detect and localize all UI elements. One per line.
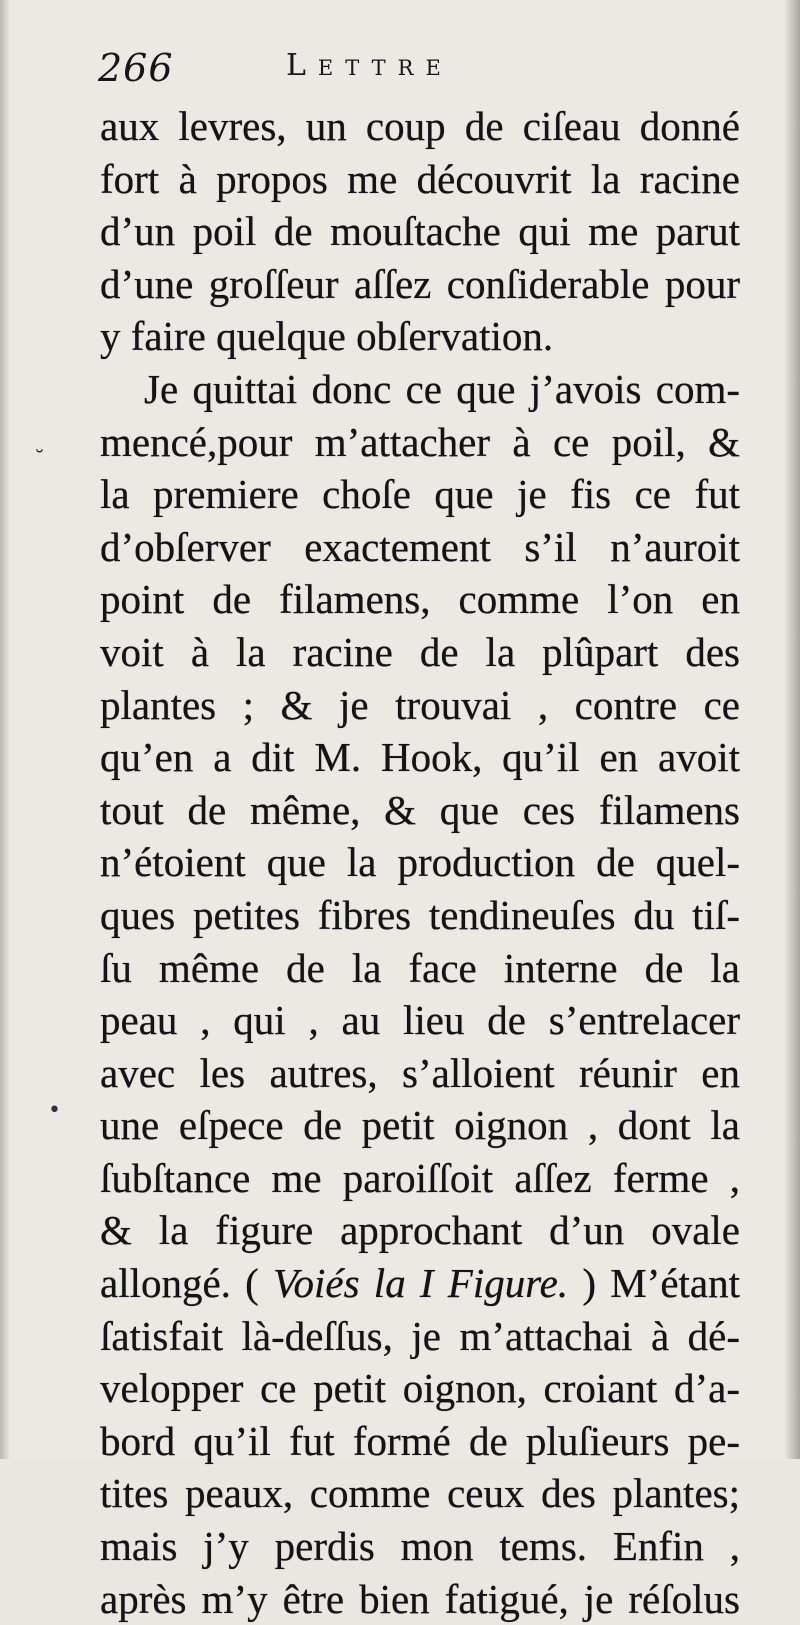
text-line: après m’y être bien fatigué, je réſolus (100, 1575, 740, 1622)
text-line: ques petites fibres tendineuſes du tiſ- (100, 891, 740, 938)
text-line: aux levres, un coup de ciſeau donné (100, 103, 740, 149)
margin-mark: ˘ (34, 448, 45, 473)
text-line: velopper ce petit oignon, croiant d’a- (100, 1365, 740, 1412)
text-line: ſatisfait là-deſſus, je m’attachai à dé- (100, 1312, 740, 1359)
margin-mark: • (48, 1098, 61, 1123)
text-line-figure-reference (100, 1257, 740, 1310)
text-line: tout de même, & que ces filamens (100, 786, 740, 833)
text-line: & la figure approchant d’un ovale (100, 1207, 740, 1254)
text-line: tites peaux, comme ceux des plantes; (100, 1470, 740, 1517)
page-number: 266 (98, 46, 174, 90)
text-line: plantes ; & je trouvai , contre ce (100, 681, 740, 728)
text-line: fort à propos me découvrit la racine (100, 155, 740, 202)
text-line: une eſpece de petit oignon , dont la (100, 1102, 740, 1149)
text-line: mais j’y perdis mon tems. Enfin , (100, 1523, 740, 1570)
text-line: d’un poil de mouſtache qui me parut (100, 208, 740, 255)
text-line: ſu même de la face interne de la (100, 944, 740, 991)
text-segment: ) M’étant (568, 1260, 740, 1307)
text-line: n’étoient que la production de quel- (100, 839, 740, 886)
text-line: peau , qui , au lieu de s’entrelacer (100, 997, 740, 1044)
text-line: la premiere choſe que je fis ce fut (100, 471, 740, 518)
text-line: y faire quelque obſervation. (100, 313, 554, 360)
text-line: Je quittai donc ce que j’avois com- (144, 365, 740, 412)
running-head (98, 46, 738, 94)
page-gutter-shadow (0, 0, 10, 1459)
text-line: mencé,pour m’attacher à ce poil, & (100, 418, 740, 465)
text-line: qu’en a dit M. Hook, qu’il en avoit (100, 734, 740, 781)
text-line: ſubſtance me paroiſſoit aſſez ferme , (100, 1154, 740, 1201)
text-segment: allongé. ( (100, 1260, 274, 1307)
body-text (100, 100, 740, 1625)
text-line: avec les autres, s’alloient réunir en (100, 1049, 740, 1096)
text-line: d’une groſſeur aſſez conſiderable pour (100, 260, 740, 307)
figure-reference: Voiés la I Figure. (273, 1260, 569, 1307)
text-line: bord qu’il fut formé de pluſieurs pe- (100, 1417, 740, 1464)
running-title: Lettre (286, 48, 453, 83)
text-line: voit à la racine de la plûpart des (100, 628, 740, 675)
text-line: point de filamens, comme l’on en (100, 576, 740, 623)
page-edge-shadow (784, 0, 800, 1459)
text-line: d’obſerver exactement s’il n’auroit (100, 523, 740, 570)
